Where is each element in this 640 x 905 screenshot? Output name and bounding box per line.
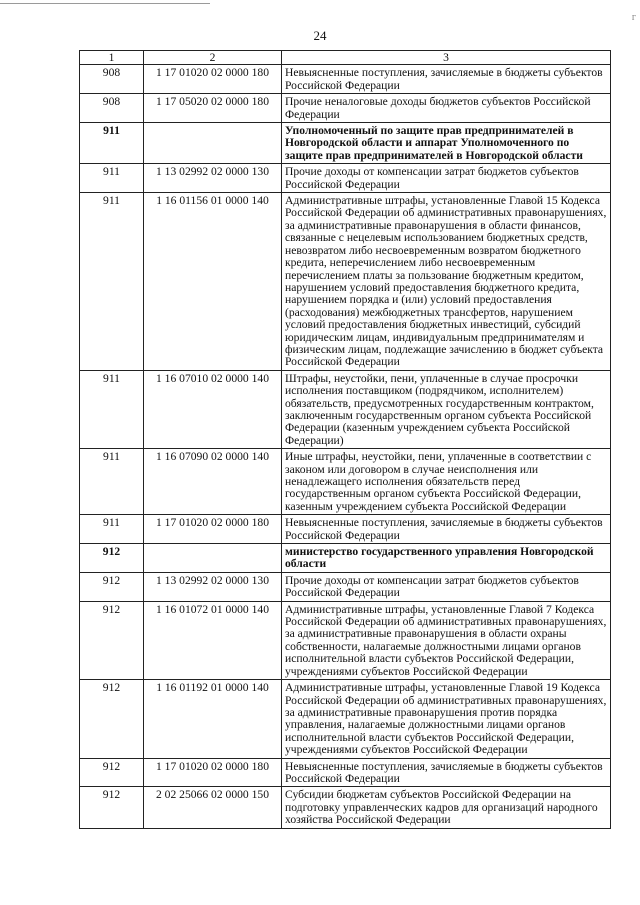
admin-code-cell: 912 <box>80 758 144 787</box>
revenue-name-cell: Административные штрафы, установленные Главой 7 Кодекса Российской Федерации об административных правонарушениях, за административные правонарушения в области охраны собственности, налагаемые должностными лицами органов исполнительной власти субъектов Российской Федерации, учреждениями субъектов Российской Федерации <box>282 601 611 679</box>
revenue-name-cell: Штрафы, неустойки, пени, уплаченные в случае просрочки исполнения поставщиком (подрядчиком, исполнителем) обязательств, предусмотренных государственным контрактом, заключенным государственным органом субъекта Российской Федерации (казенным учреждением субъекта Российской Федерации) <box>282 370 611 448</box>
table-row <box>80 449 611 515</box>
admin-code-cell: 911 <box>80 123 144 164</box>
budget-classification-code-cell: 1 16 07090 02 0000 140 <box>144 449 282 515</box>
revenue-name-cell: Невыясненные поступления, зачисляемые в бюджеты субъектов Российской Федерации <box>282 758 611 787</box>
table-row <box>80 164 611 193</box>
table-row <box>80 65 611 94</box>
page-number: 24 <box>313 28 327 43</box>
revenue-name-cell: Невыясненные поступления, зачисляемые в бюджеты субъектов Российской Федерации <box>282 515 611 544</box>
budget-classification-code-cell: 1 17 01020 02 0000 180 <box>144 758 282 787</box>
budget-classification-code-cell: 1 16 01072 01 0000 140 <box>144 601 282 679</box>
budget-classification-code-cell <box>144 544 282 573</box>
budget-classification-code-cell: 1 16 07010 02 0000 140 <box>144 370 282 448</box>
revenue-classification-table <box>79 50 611 829</box>
table-row <box>80 787 611 828</box>
table-row <box>80 601 611 679</box>
table-header-row <box>80 51 611 65</box>
header-col-1: 1 <box>80 51 144 65</box>
admin-code-cell: 908 <box>80 65 144 94</box>
budget-classification-code-cell: 1 17 01020 02 0000 180 <box>144 65 282 94</box>
revenue-name-cell: Прочие неналоговые доходы бюджетов субъектов Российской Федерации <box>282 94 611 123</box>
revenue-name-cell: Административные штрафы, установленные Главой 19 Кодекса Российской Федерации об административных правонарушениях, за административные правонарушения против порядка управления, налагаемые должностными лицами органов исполнительной власти субъектов Российской Федерации, учреждениями субъектов Российской Федерации <box>282 680 611 758</box>
budget-classification-code-cell: 1 17 01020 02 0000 180 <box>144 515 282 544</box>
budget-classification-code-cell: 1 13 02992 02 0000 130 <box>144 572 282 601</box>
admin-code-cell: 912 <box>80 544 144 573</box>
table-row <box>80 370 611 448</box>
admin-code-cell: 911 <box>80 449 144 515</box>
revenue-name-cell: Субсидии бюджетам субъектов Российской Федерации на подготовку управленческих кадров для организаций народного хозяйства Российской Федерации <box>282 787 611 828</box>
table-row <box>80 680 611 758</box>
admin-code-cell: 911 <box>80 370 144 448</box>
budget-classification-code-cell: 2 02 25066 02 0000 150 <box>144 787 282 828</box>
admin-code-cell: 912 <box>80 601 144 679</box>
header-col-3: 3 <box>282 51 611 65</box>
table-row <box>80 544 611 573</box>
revenue-name-cell: Административные штрафы, установленные Главой 15 Кодекса Российской Федерации об административных правонарушениях, за административные правонарушения в области финансов, связанные с нецелевым использованием бюджетных средств, невозвратом либо несвоевременным возвратом бюджетного кредита, неперечислением либо несвоевременным перечислением платы за пользование бюджетным кредитом, нарушением условий предоставления бюджетного кредита, нарушением порядка и (или) условий предоставления (расходования) межбюджетных трансфертов, нарушением условий предоставления бюджетных инвестиций, субсидий юридическим лицам, индивидуальным предпринимателям и физическим лицам, подлежащие зачислению в бюджет субъекта Российской Федерации <box>282 193 611 371</box>
scan-edge-mark: г <box>631 12 636 23</box>
table-row <box>80 572 611 601</box>
admin-code-cell: 908 <box>80 94 144 123</box>
table-row <box>80 758 611 787</box>
revenue-name-cell: министерство государственного управления Новгородской области <box>282 544 611 573</box>
scan-top-rule <box>0 3 210 4</box>
budget-classification-code-cell: 1 16 01192 01 0000 140 <box>144 680 282 758</box>
table-row <box>80 515 611 544</box>
header-col-2: 2 <box>144 51 282 65</box>
admin-code-cell: 912 <box>80 572 144 601</box>
budget-classification-code-cell: 1 13 02992 02 0000 130 <box>144 164 282 193</box>
admin-code-cell: 911 <box>80 164 144 193</box>
admin-code-cell: 912 <box>80 787 144 828</box>
table-row <box>80 94 611 123</box>
revenue-name-cell: Невыясненные поступления, зачисляемые в бюджеты субъектов Российской Федерации <box>282 65 611 94</box>
table-body <box>80 65 611 828</box>
budget-classification-code-cell <box>144 123 282 164</box>
admin-code-cell: 912 <box>80 680 144 758</box>
table-row <box>80 123 611 164</box>
revenue-name-cell: Уполномоченный по защите прав предпринимателей в Новгородской области и аппарат Уполномоченного по защите прав предпринимателей в Новгородской области <box>282 123 611 164</box>
revenue-name-cell: Прочие доходы от компенсации затрат бюджетов субъектов Российской Федерации <box>282 572 611 601</box>
admin-code-cell: 911 <box>80 193 144 371</box>
revenue-name-cell: Иные штрафы, неустойки, пени, уплаченные в соответствии с законом или договором в случае неисполнения или ненадлежащего исполнения обязательств перед государственным органом субъекта Российской Федерации, казенным учреждением субъекта Российской Федерации <box>282 449 611 515</box>
admin-code-cell: 911 <box>80 515 144 544</box>
revenue-name-cell: Прочие доходы от компенсации затрат бюджетов субъектов Российской Федерации <box>282 164 611 193</box>
budget-classification-code-cell: 1 17 05020 02 0000 180 <box>144 94 282 123</box>
budget-classification-code-cell: 1 16 01156 01 0000 140 <box>144 193 282 371</box>
table-row <box>80 193 611 371</box>
